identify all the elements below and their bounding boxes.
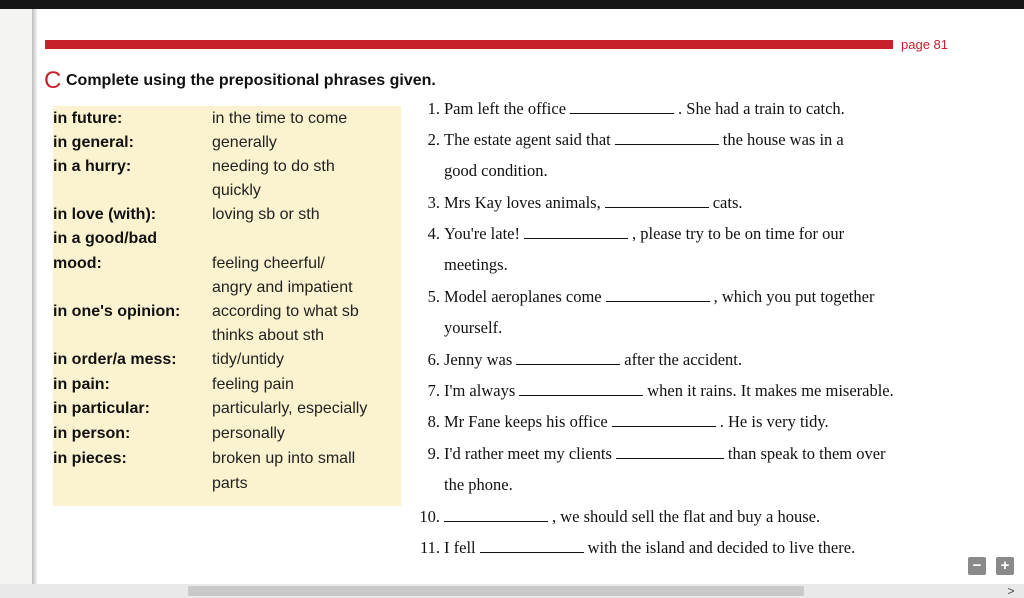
item-text: Mrs Kay loves animals, xyxy=(444,193,601,212)
glossary-term: mood: xyxy=(53,255,102,272)
answer-blank[interactable] xyxy=(616,443,724,459)
glossary-row xyxy=(53,252,401,276)
glossary-term: in order/a mess: xyxy=(53,351,177,368)
answer-blank[interactable] xyxy=(570,98,674,114)
glossary-row xyxy=(53,397,401,421)
item-number: 6. xyxy=(427,350,440,369)
glossary-term: in future: xyxy=(53,110,123,127)
glossary-definition: needing to do sth xyxy=(212,158,335,175)
answer-blank[interactable] xyxy=(524,223,628,239)
item-text: I'd rather meet my clients xyxy=(444,444,612,463)
glossary-row xyxy=(53,300,401,324)
item-text: I'm always xyxy=(444,381,516,400)
glossary-row xyxy=(53,227,401,251)
item-text: You're late! xyxy=(444,224,520,243)
glossary-term: in one's opinion: xyxy=(53,303,181,320)
glossary-row xyxy=(53,107,401,131)
glossary-term: in particular: xyxy=(53,400,150,417)
top-bar xyxy=(0,0,1024,9)
answer-blank[interactable] xyxy=(612,411,716,427)
item-number: 7. xyxy=(427,381,440,400)
item-number: 2. xyxy=(427,130,440,149)
item-number: 11. xyxy=(419,538,440,557)
document-page xyxy=(32,9,1024,598)
zoom-out-button[interactable]: − xyxy=(968,557,986,575)
item-text: the phone. xyxy=(444,475,513,494)
glossary-row xyxy=(53,348,401,372)
item-text: Model aeroplanes come xyxy=(444,287,602,306)
item-text: , please try to be on time for our xyxy=(632,224,845,243)
glossary-definition: according to what sb xyxy=(212,303,359,320)
glossary-term: in pain: xyxy=(53,376,110,393)
item-number: 4. xyxy=(427,224,440,243)
item-text: Pam left the office xyxy=(444,99,567,118)
glossary-term: in general: xyxy=(53,134,134,151)
item-text: cats. xyxy=(712,193,743,212)
glossary-term: in pieces: xyxy=(53,450,127,467)
scrollbar-thumb[interactable] xyxy=(188,586,804,596)
answer-blank[interactable] xyxy=(519,380,643,396)
glossary-row xyxy=(53,203,401,227)
item-number: 5. xyxy=(427,287,440,306)
scroll-right-arrow-icon[interactable]: > xyxy=(1007,584,1015,598)
glossary-row xyxy=(53,324,401,348)
item-text: I fell xyxy=(444,538,476,557)
item-text: after the accident. xyxy=(624,350,742,369)
glossary-definition: angry and impatient xyxy=(212,279,353,296)
glossary-term: in love (with): xyxy=(53,206,157,223)
glossary-definition: generally xyxy=(212,134,277,151)
glossary-row xyxy=(53,447,401,471)
item-number: 9. xyxy=(427,444,440,463)
glossary-definition: broken up into small xyxy=(212,450,356,467)
item-number: 1. xyxy=(427,99,440,118)
page-binding-shadow xyxy=(32,9,38,598)
glossary-definition: particularly, especially xyxy=(212,400,368,417)
item-text: . She had a train to catch. xyxy=(678,99,845,118)
item-text: Jenny was xyxy=(444,350,513,369)
answer-blank[interactable] xyxy=(444,506,548,522)
glossary-row xyxy=(53,276,401,300)
glossary-definition: feeling cheerful/ xyxy=(212,255,325,272)
item-text: . He is very tidy. xyxy=(719,412,829,431)
glossary-definition: in the time to come xyxy=(212,110,348,127)
item-number: 8. xyxy=(427,412,440,431)
item-text: good condition. xyxy=(444,161,548,180)
item-text: the house was in a xyxy=(722,130,844,149)
answer-blank[interactable] xyxy=(480,537,584,553)
glossary-row xyxy=(53,373,401,397)
glossary-definition: personally xyxy=(212,425,285,442)
glossary-row xyxy=(53,131,401,155)
glossary-row xyxy=(53,472,401,496)
item-text: , we should sell the flat and buy a house. xyxy=(552,507,821,526)
viewer-left-margin xyxy=(0,9,32,598)
item-text: yourself. xyxy=(444,318,503,337)
glossary-definition: quickly xyxy=(212,182,261,199)
item-text: The estate agent said that xyxy=(444,130,611,149)
answer-blank[interactable] xyxy=(516,349,620,365)
item-text: with the island and decided to live there. xyxy=(587,538,856,557)
glossary-definition: loving sb or sth xyxy=(212,206,320,223)
phrase-glossary-box xyxy=(53,106,401,506)
answer-blank[interactable] xyxy=(606,286,710,302)
glossary-term: in a hurry: xyxy=(53,158,132,175)
exercise-heading: Complete using the prepositional phrases given. xyxy=(66,72,436,89)
page-number: page 81 xyxy=(901,37,948,52)
glossary-term: in a good/bad xyxy=(53,230,157,247)
item-text: Mr Fane keeps his office xyxy=(444,412,608,431)
section-letter: C xyxy=(44,67,62,94)
item-text: , which you put together xyxy=(713,287,875,306)
glossary-row xyxy=(53,422,401,446)
glossary-term: in person: xyxy=(53,425,131,442)
header-red-bar xyxy=(45,40,893,49)
item-number: 10. xyxy=(419,507,440,526)
glossary-row xyxy=(53,155,401,179)
glossary-row xyxy=(53,179,401,203)
glossary-definition: thinks about sth xyxy=(212,327,325,344)
item-text: when it rains. It makes me miserable. xyxy=(647,381,894,400)
answer-blank[interactable] xyxy=(605,192,709,208)
glossary-definition: tidy/untidy xyxy=(212,351,285,368)
glossary-definition: parts xyxy=(212,475,248,492)
item-text: than speak to them over xyxy=(727,444,886,463)
glossary-definition: feeling pain xyxy=(212,376,294,393)
item-number: 3. xyxy=(427,193,440,212)
answer-blank[interactable] xyxy=(615,129,719,145)
zoom-in-button[interactable]: + xyxy=(996,557,1014,575)
item-text: meetings. xyxy=(444,255,508,274)
